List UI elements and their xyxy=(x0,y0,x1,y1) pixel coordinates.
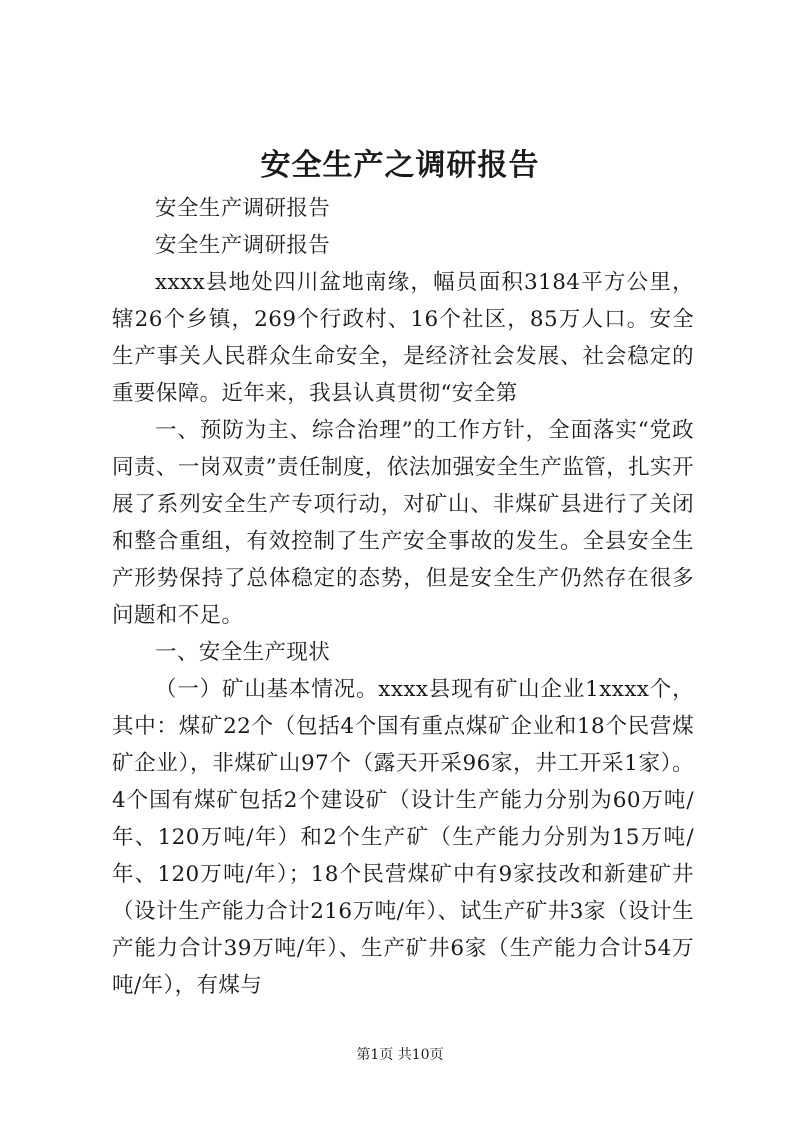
paragraph: xxxx县地处四川盆地南缘，幅员面积3184平方公里，辖26个乡镇，269个行政村、16个社区，85万人口。安全生产事关人民群众生命安全，是经济社会发展、社会稳定的重要保障。近年来，我县认真贯彻“安全第 xyxy=(112,270,694,406)
paragraph: 一、预防为主、综合治理”的工作方针，全面落实“党政同责、一岗双责”责任制度，依法加强安全生产监管，扎实开展了系列安全生产专项行动，对矿山、非煤矿县进行了关闭和整合重组，有效控制了生产安全事故的发生。全县安全生产形势保持了总体稳定的态势，但是安全生产仍然存在很多问题和不足。 xyxy=(112,418,694,628)
section-heading: 一、安全生产现状 xyxy=(155,640,331,665)
paragraph: （一）矿山基本情况。xxxx县现有矿山企业1xxxx个，其中：煤矿22个（包括4个国有重点煤矿企业和18个民营煤矿企业），非煤矿山97个（露天开采96家，井工开采1家）。4个国有煤矿包括2个建设矿（设计生产能力分别为60万吨/年、120万吨/年）和2个生产矿（生产能力分别为15万吨/年、120万吨/年）；18个民营煤矿中有9家技改和新建矿井（设计生产能力合计216万吨/年）、试生产矿井3家（设计生产能力合计39万吨/年）、生产矿井6家（生产能力合计54万吨/年），有煤与 xyxy=(112,677,694,998)
document-body xyxy=(112,190,694,1004)
paragraph: 安全生产调研报告 xyxy=(155,233,331,258)
document-title: 安全生产之调研报告 xyxy=(260,148,540,183)
paragraph: 安全生产调研报告 xyxy=(155,196,331,221)
page-footer: 第1页 共10页 xyxy=(356,1047,444,1063)
